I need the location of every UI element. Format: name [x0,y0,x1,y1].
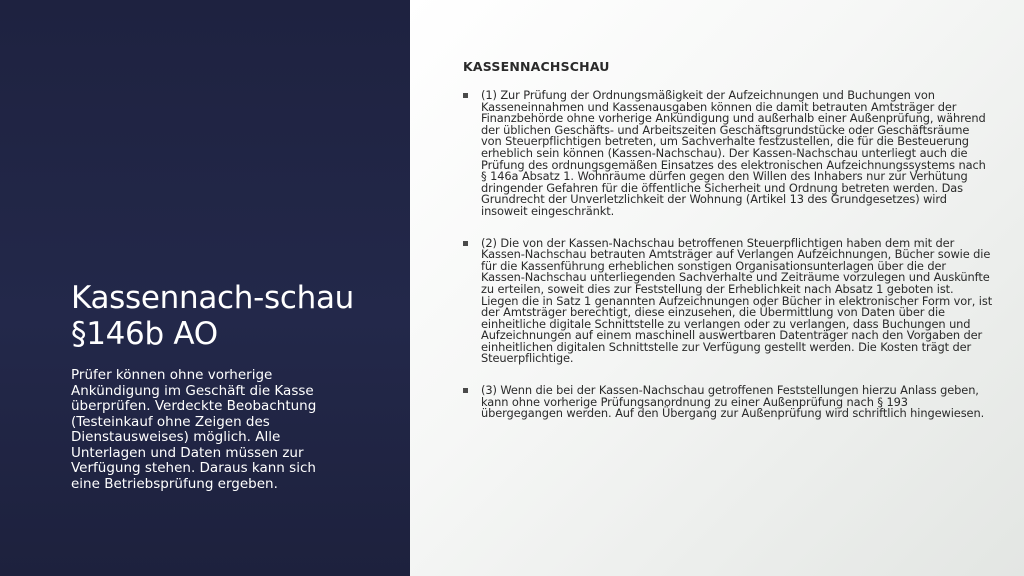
slide-title: Kassennach-schau §146b AO [71,280,355,352]
slide-subtitle: Prüfer können ohne vorherige Ankündigung im Geschäft die Kasse überprüfen. Verdeckte Beobachtung (Testeinkauf ohne Zeigen des Dienstausweises) möglich. Alle Unterlagen und Daten müssen zur Verfügung stehen. Daraus kann sich eine Betriebsprüfung ergeben. [71,367,317,492]
bullet-list [463,90,993,420]
bullet-item-2 [463,235,993,366]
content-heading: KASSENNACHSCHAU [463,59,610,74]
square-bullet-icon [463,241,468,246]
bullet-text-3: (3) Wenn die bei der Kassen-Nachschau getroffenen Feststellungen hierzu Anlass geben, kann ohne vorherige Prüfungsanordnung zu einer Außenprüfung nach § 193 übergegangen werden. Auf den Übergang zur Außenprüfung wird schriftlich hingewiesen. [481,383,985,421]
left-title-panel [0,0,410,576]
square-bullet-icon [463,388,468,393]
square-bullet-icon [463,93,468,98]
bullet-item-3 [463,385,993,420]
bullet-item-1 [463,90,993,218]
right-content-panel [410,0,1024,576]
bullet-text-2: (2) Die von der Kassen-Nachschau betroffenen Steuerpflichtigen haben dem mit der Kassen-Nachschau betrauten Amtsträger auf Verlangen Aufzeichnungen, Bücher sowie die für die Kassenführung erheblichen sonstigen Organisationsunterlagen über die der Kassen-Nachschau unterliegenden Sachverhalte und Zeiträume vorzulegen und Auskünfte zu erteilen, soweit dies zur Feststellung der Erheblichkeit nach Absatz 1 geboten ist. Liegen die in Satz 1 genannten Aufzeichnungen oder Bücher in elektronischer Form vor, ist der Amtsträger berechtigt, diese einzusehen, die Übermittlung von Daten über die einheitliche digitale Schnittstelle zu verlangen oder zu verlangen, dass Buchungen und Aufzeichnungen auf einem maschinell auswertbaren Datenträger nach den Vorgaben der einheitlichen digitalen Schnittstelle zur Verfügung gestellt werden. Die Kosten trägt der Steuerpflichtige. [481,235,993,366]
bullet-text-1: (1) Zur Prüfung der Ordnungsmäßigkeit der Aufzeichnungen und Buchungen von Kasseneinnahmen und Kassenausgaben können die damit betrauten Amtsträger der Finanzbehörde ohne vorherige Ankündigung und außerhalb einer Außenprüfung, während der üblichen Geschäfts- und Arbeitszeiten Geschäftsgrundstücke oder Geschäftsräume von Steuerpflichtigen betreten, um Sachverhalte festzustellen, die für die Besteuerung erheblich sein können (Kassen-Nachschau). Der Kassen-Nachschau unterliegt auch die Prüfung des ordnungsgemäßen Einsatzes des elektronischen Aufzeichnungssystems nach § 146a Absatz 1. Wohnräume dürfen gegen den Willen des Inhabers nur zur Verhütung dringender Gefahren für die öffentliche Sicherheit und Ordnung betreten werden. Das Grundrecht der Unverletzlichkeit der Wohnung (Artikel 13 des Grundgesetzes) wird insoweit eingeschränkt. [481,88,986,218]
